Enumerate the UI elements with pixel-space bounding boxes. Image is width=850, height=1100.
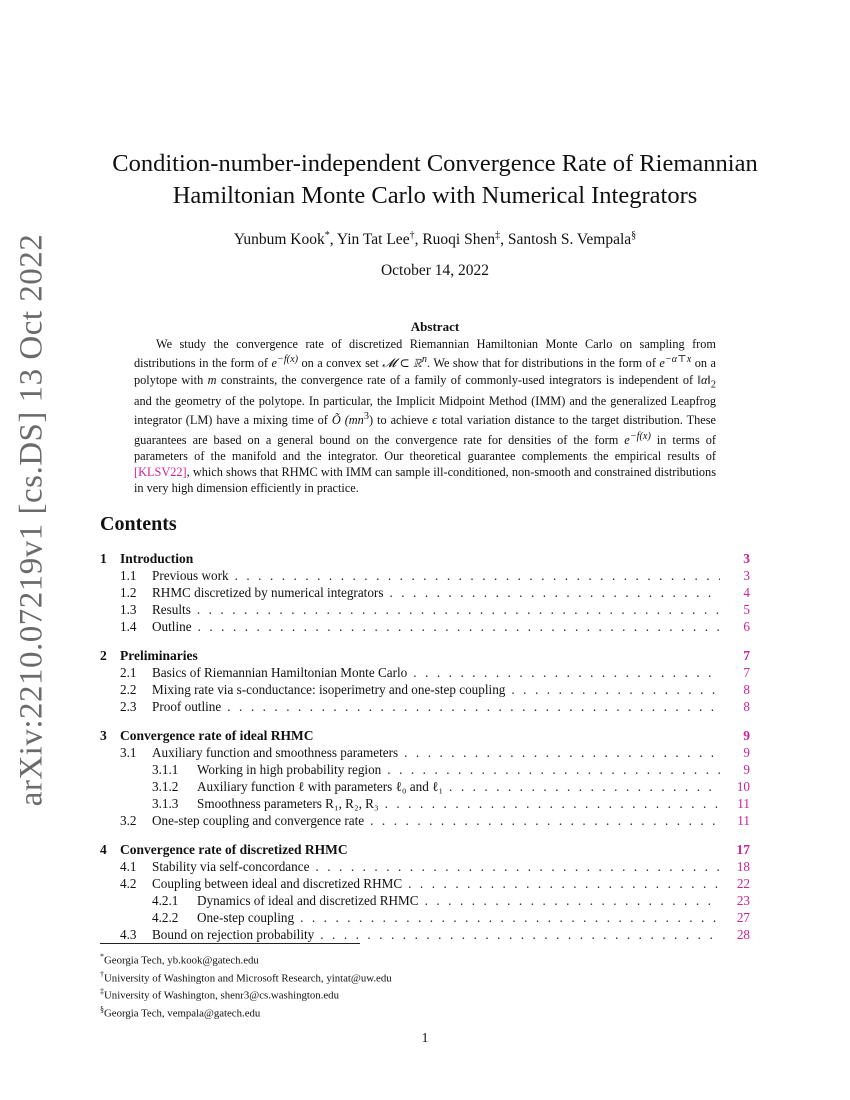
footnote-rule: [100, 943, 360, 944]
toc-entry-number: 3.1.1: [152, 762, 179, 777]
author-mark: †: [409, 230, 415, 241]
toc-page-link[interactable]: 27: [736, 910, 750, 925]
toc-dot-leader: [320, 927, 720, 943]
toc-page-link[interactable]: 9: [743, 728, 750, 743]
toc-entry-title: Dynamics of ideal and discretized RHMC: [197, 893, 419, 908]
toc-entry-title: Smoothness parameters R₁, R₂, R₃: [197, 796, 379, 811]
toc-entry-title: Proof outline: [152, 699, 222, 714]
toc-dot-leader: [389, 585, 720, 601]
toc-entry-title: Working in high probability region: [197, 762, 382, 777]
publication-date: October 14, 2022: [380, 262, 490, 279]
author-list: Yunbum Kook*, Yin Tat Lee†, Ruoqi Shen‡, Santosh S. Vempala§: [233, 230, 637, 249]
toc-page-link[interactable]: 17: [736, 842, 750, 857]
toc-subsection-entry[interactable]: [120, 665, 750, 682]
toc-subsection-entry[interactable]: [120, 813, 750, 830]
toc-entry-title: Outline: [152, 619, 192, 634]
toc-subsection-entry[interactable]: [120, 568, 750, 585]
toc-entry-number: 3.1: [120, 745, 137, 760]
toc-entry-title: Convergence rate of ideal RHMC: [120, 728, 314, 743]
toc-page-link[interactable]: 8: [743, 699, 750, 714]
toc-page-link[interactable]: 4: [743, 585, 750, 600]
toc-dot-leader: [425, 893, 720, 909]
toc-dot-leader: [385, 796, 720, 812]
toc-subsection-entry[interactable]: [152, 779, 750, 796]
toc-dot-leader: [235, 568, 720, 584]
author-mark: §: [631, 230, 637, 241]
toc-dot-leader: [197, 602, 720, 618]
toc-dot-leader: [300, 910, 720, 926]
title-line-2: Hamiltonian Monte Carlo with Numerical Integrators: [172, 182, 698, 209]
toc-entry-number: 2.2: [120, 682, 137, 697]
toc-dot-leader: [404, 745, 720, 761]
toc-entry-title: Basics of Riemannian Hamiltonian Monte Carlo: [152, 665, 408, 680]
toc-entry-number: 1.2: [120, 585, 137, 600]
abstract-body: We study the convergence rate of discretized Riemannian Hamiltonian Monte Carlo on sampling from distributions in the form of $e^{-f(x)}$ on a convex set 𝓜 ⊂ ℝ$^n$. We show that for distributions in the form of $e^{-\alpha⊤x}$ on a polytope with m constraints, the convergence rate of a family of commonly-used integrators is independent of $‖\alpha‖_2$ and the geometry of the polytope. In particular, the Implicit Midpoint Method (IMM) and the generalized Leapfrog integrator (LM) have a mixing time of Õ $(mn^3)$ to achieve ϵ total variation distance to the target distribution. These guarantees are based on a general bound on the convergence rate for densities of the form $e^{-f(x)}$ in terms of parameters of the manifold and the integrator. Our theoretical guarantee complements the empirical results of [KLSV22], which shows that RHMC with IMM can sample ill-conditioned, non-smooth and constrained distributions in very high dimension efficiently in practice.: [134, 337, 717, 496]
toc-subsection-entry[interactable]: [120, 927, 750, 944]
toc-subsection-entry[interactable]: [120, 699, 750, 716]
toc-dot-leader: [315, 859, 720, 875]
toc-entry-number: 3.1.3: [152, 796, 179, 811]
toc-page-link[interactable]: 10: [736, 779, 750, 794]
footnote-item: ‡University of Washington, shenr3@cs.washington.edu: [100, 987, 339, 1002]
toc-page-link[interactable]: 3: [743, 568, 750, 583]
toc-subsection-entry[interactable]: [152, 893, 750, 910]
toc-page-link[interactable]: 28: [736, 927, 750, 942]
toc-dot-leader: [198, 619, 720, 635]
toc-entry-title: Stability via self-concordance: [152, 859, 310, 874]
toc-entry-number: 3: [100, 728, 107, 743]
author-name: Yin Tat Lee: [336, 231, 410, 249]
toc-dot-leader: [413, 665, 720, 681]
toc-subsection-entry[interactable]: [120, 602, 750, 619]
title-line-1: Condition-number-independent Convergence Rate of Riemannian: [112, 150, 758, 177]
toc-entry-number: 4.2.2: [152, 910, 179, 925]
toc-entry-number: 1.3: [120, 602, 137, 617]
toc-page-link[interactable]: 5: [743, 602, 750, 617]
toc-entry-number: 2.1: [120, 665, 137, 680]
toc-page-link[interactable]: 9: [743, 762, 750, 777]
toc-entry-number: 2: [100, 648, 107, 663]
toc-dot-leader: [449, 779, 720, 795]
author-name: Yunbum Kook: [233, 231, 325, 249]
toc-page-link[interactable]: 6: [743, 619, 750, 634]
page-number: 1: [421, 1030, 429, 1045]
toc-dot-leader: [370, 813, 720, 829]
toc-entry-title: Coupling between ideal and discretized RHMC: [152, 876, 403, 891]
author-name: Santosh S. Vempala: [507, 231, 632, 249]
toc-entry-title: Results: [152, 602, 191, 617]
toc-dot-leader: [387, 762, 720, 778]
toc-entry-title: Preliminaries: [120, 648, 198, 663]
toc-subsection-entry[interactable]: [120, 876, 750, 893]
toc-page-link[interactable]: 18: [736, 859, 750, 874]
toc-subsection-entry[interactable]: [120, 585, 750, 602]
toc-subsection-entry[interactable]: [120, 619, 750, 636]
toc-subsection-entry[interactable]: [120, 682, 750, 699]
toc-entry-title: One-step coupling and convergence rate: [152, 813, 365, 828]
toc-section-entry[interactable]: [100, 648, 750, 665]
contents-heading: Contents: [100, 513, 177, 535]
toc-entry-title: RHMC discretized by numerical integrators: [152, 585, 384, 600]
toc-entry-number: 3.1.2: [152, 779, 179, 794]
toc-subsection-entry[interactable]: [120, 859, 750, 876]
toc-entry-title: Bound on rejection probability: [152, 927, 315, 942]
toc-section-entry[interactable]: [100, 728, 750, 745]
arxiv-sidebar-stamp: [6, 233, 58, 807]
footnote-item: §Georgia Tech, vempala@gatech.edu: [100, 1004, 261, 1020]
toc-entry-number: 4: [100, 842, 107, 857]
toc-entry-title: Auxiliary function ℓ with parameters ℓ₀ and ℓ₁: [197, 779, 444, 794]
toc-subsection-entry[interactable]: [120, 745, 750, 762]
toc-entry-number: 4.2: [120, 876, 137, 891]
toc-entry-title: One-step coupling: [197, 910, 295, 925]
arxiv-id-text: arXiv:2210.07219v1 [cs.DS] 13 Oct 2022: [13, 233, 50, 807]
toc-entry-number: 1.1: [120, 568, 137, 583]
toc-entry-number: 4.1: [120, 859, 137, 874]
toc-entry-title: Convergence rate of discretized RHMC: [120, 842, 348, 857]
toc-entry-number: 4.3: [120, 927, 137, 942]
toc-section-entry[interactable]: [100, 842, 750, 859]
toc-page-link[interactable]: 23: [736, 893, 750, 908]
footnote-item: †University of Washington and Microsoft Research, yintat@uw.edu: [100, 969, 392, 985]
toc-page-link[interactable]: 9: [743, 745, 750, 760]
toc-entry-number: 1.4: [120, 619, 137, 634]
toc-entry-title: Auxiliary function and smoothness parameters: [152, 745, 399, 760]
toc-entry-title: Introduction: [120, 551, 194, 566]
toc-page-link[interactable]: 11: [737, 796, 750, 811]
citation-link[interactable]: [KLSV22]: [134, 465, 187, 480]
toc-page-link[interactable]: 11: [737, 813, 750, 828]
toc-entry-title: Previous work: [152, 568, 229, 583]
toc-page-link[interactable]: 7: [743, 665, 750, 680]
toc-page-link[interactable]: 22: [736, 876, 750, 891]
author-mark: *: [324, 230, 330, 241]
toc-dot-leader: [408, 876, 720, 892]
toc-subsection-entry[interactable]: [152, 910, 750, 927]
toc-entry-number: 1: [100, 551, 107, 566]
toc-entry-number: 3.2: [120, 813, 137, 828]
toc-dot-leader: [511, 682, 720, 698]
footnotes: [100, 950, 392, 1020]
footnote-item: *Georgia Tech, yb.kook@gatech.edu: [100, 952, 259, 967]
toc-dot-leader: [227, 699, 720, 715]
toc-page-link[interactable]: 8: [743, 682, 750, 697]
toc-subsection-entry[interactable]: [152, 796, 750, 813]
toc-page-link[interactable]: 7: [743, 648, 750, 663]
author-name: Ruoqi Shen: [422, 231, 496, 249]
abstract-heading: Abstract: [410, 319, 460, 334]
toc-entry-number: 2.3: [120, 699, 137, 714]
toc-entry-title: Mixing rate via s-conductance: isoperimetry and one-step coupling: [152, 682, 506, 697]
paper-title: [100, 148, 770, 212]
toc-subsection-entry[interactable]: [152, 762, 750, 779]
toc-entry-number: 4.2.1: [152, 893, 179, 908]
toc-section-entry[interactable]: [100, 551, 750, 568]
author-mark: ‡: [495, 230, 501, 241]
toc-page-link[interactable]: 3: [743, 551, 750, 566]
